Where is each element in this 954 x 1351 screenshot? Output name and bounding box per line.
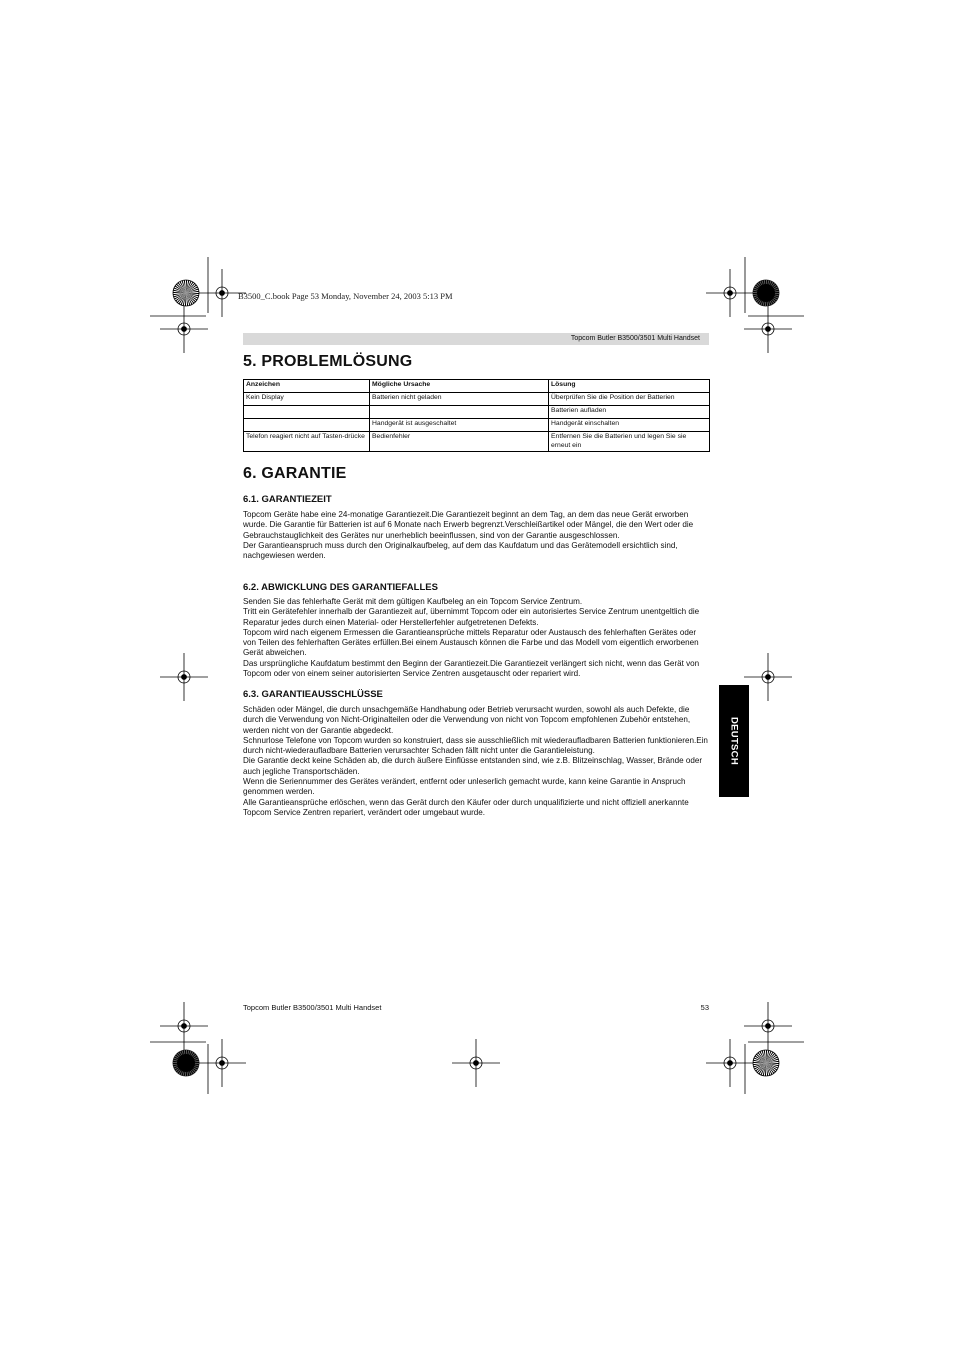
table-cell (244, 419, 370, 432)
table-cell: Kein Display (244, 393, 370, 406)
table-cell (370, 406, 549, 419)
language-tab-label: DEUTSCH (728, 716, 740, 766)
paragraph: Topcom Geräte habe eine 24-monatige Garantiezeit.Die Garantiezeit beginnt an dem Tag, an dem das neue Gerät erworben wurde. Die Garantie für Batterien ist auf 6 Monate nach Erwerb begrenzt.Verschleißartikel oder Mängel, die den Wert oder die Gebrauchstauglichkeit des Gerätes nur unerheblich beeinflussen, sind von der Garantie ausgeschlossen. (243, 510, 694, 540)
table-row (244, 393, 710, 406)
table-cell: Überprüfen Sie die Position der Batterien (549, 393, 710, 406)
registration-crosshair-icon (744, 653, 792, 701)
book-info-line: B3500_C.book Page 53 Monday, November 24, 2003 5:13 PM (238, 291, 453, 301)
subsection-title-ausschluesse: 6.3. GARANTIEAUSSCHLÜSSE (243, 689, 383, 700)
footer-title: Topcom Butler B3500/3501 Multi Handset (243, 1003, 382, 1012)
table-cell: Bedienfehler (370, 432, 549, 452)
column-header: Lösung (549, 380, 710, 393)
paragraph: Tritt ein Gerätefehler innerhalb der Garantiezeit auf, übernimmt Topcom oder ein autorisiertes Service Zentrum unentgeltlich die Reparatur jedes durch einen Material- oder Herstellerfehler aufgetretenen Defekts. (243, 607, 700, 627)
table-row (244, 419, 710, 432)
registration-crosshair-icon (160, 1002, 208, 1050)
registration-rosette-icon (173, 280, 199, 306)
paragraph: Schnurlose Telefone von Topcom wurden so konstruiert, dass sie ausschließlich mit wiederaufladbaren Batterien funktionieren.Ein durch nicht-wiederaufladbare Batterien verursachter Schaden fällt nicht unter die Garantieleistung. (243, 735, 708, 756)
section-title-problemloesung: 5. PROBLEMLÖSUNG (243, 353, 413, 370)
paragraph: Topcom wird nach eigenem Ermessen die Garantieansprüche mittels Reparatur oder Austausch des fehlerhaften Gerätes oder von Teilen des fehlerhaften Gerätes erfüllen.Bei einem Austausch können die Farbe und das Modell vom eigentlich erworbenen Gerät abweichen. (243, 627, 699, 658)
table-cell: Entfernen Sie die Batterien und legen Sie sie erneut ein (549, 432, 710, 452)
page-number: 53 (700, 1003, 709, 1012)
table-row (244, 432, 710, 452)
registration-crosshair-icon (160, 305, 208, 353)
column-header: Mögliche Ursache (370, 380, 549, 393)
table-cell: Handgerät einschalten (549, 419, 710, 432)
paragraph-abwicklung (243, 597, 711, 679)
table-header-row (244, 380, 710, 393)
table-cell: Batterien nicht geladen (370, 393, 549, 406)
section-title-garantie: 6. GARANTIE (243, 465, 347, 482)
registration-crosshair-icon (706, 1039, 754, 1087)
troubleshooting-table (243, 379, 710, 452)
registration-rosette-icon (173, 1050, 199, 1076)
registration-crosshair-icon (160, 653, 208, 701)
registration-crosshair-icon (744, 1002, 792, 1050)
paragraph-ausschluesse (243, 705, 711, 818)
paragraph: Das ursprüngliche Kaufdatum bestimmt den Beginn der Garantiezeit.Die Garantiezeit verlängert sich nicht, wenn das Gerät von Topcom oder von einem seiner autorisierten Service Zentren ausgetauscht oder repariert wird. (243, 658, 700, 679)
table-cell (244, 406, 370, 419)
registration-rosette-icon (753, 280, 779, 306)
registration-crosshair-icon (706, 269, 754, 317)
subsection-title-garantiezeit: 6.1. GARANTIEZEIT (243, 494, 332, 505)
column-header: Anzeichen (244, 380, 370, 393)
subsection-title-abwicklung: 6.2. ABWICKLUNG DES GARANTIEFALLES (243, 582, 438, 593)
paragraph-garantiezeit (243, 510, 711, 561)
registration-crosshair-icon (198, 1039, 246, 1087)
paragraph: Der Garantieanspruch muss durch den Originalkaufbeleg, auf dem das Kaufdatum und das Gerätemodell ersichtlich sind, nachgewiesen werden. (243, 540, 678, 561)
registration-crosshair-icon (744, 305, 792, 353)
registration-rosette-icon (753, 1050, 779, 1076)
paragraph: Schäden oder Mängel, die durch unsachgemäße Handhabung oder Betrieb verursacht wurden, sowohl als auch Defekte, die durch die Verwendung von Nicht-Originalteilen oder die Verwendung von nicht von Topcom empfohlenen Zubehör entstehen, werden nicht von der Garantie abgedeckt. (243, 705, 691, 735)
table-cell: Telefon reagiert nicht auf Tasten-drücke (244, 432, 370, 452)
paragraph: Die Garantie deckt keine Schäden ab, die durch äußere Einflüsse entstanden sind, wie z.B. Blitzeinschlag, Wasser, Brände oder auch jegliche Transportschäden. (243, 756, 703, 776)
language-tab (719, 685, 749, 797)
running-header: Topcom Butler B3500/3501 Multi Handset (243, 333, 709, 345)
table-cell: Batterien aufladen (549, 406, 710, 419)
paragraph: Alle Garantieansprüche erlöschen, wenn das Gerät durch den Käufer oder durch unqualifizierte und nicht offiziell anerkannte Topcom Service Zentren repariert, verändert oder umgebaut wurde. (243, 797, 689, 817)
paragraph: Wenn die Seriennummer des Gerätes verändert, entfernt oder unleserlich gemacht wurde, kann keine Garantie in Anspruch genommen werden. (243, 777, 686, 797)
paragraph: Senden Sie das fehlerhafte Gerät mit dem gültigen Kaufbeleg an ein Topcom Service Zentrum. (243, 597, 583, 606)
table-row (244, 406, 710, 419)
registration-crosshair-icon (452, 1039, 500, 1087)
table-cell: Handgerät ist ausgeschaltet (370, 419, 549, 432)
